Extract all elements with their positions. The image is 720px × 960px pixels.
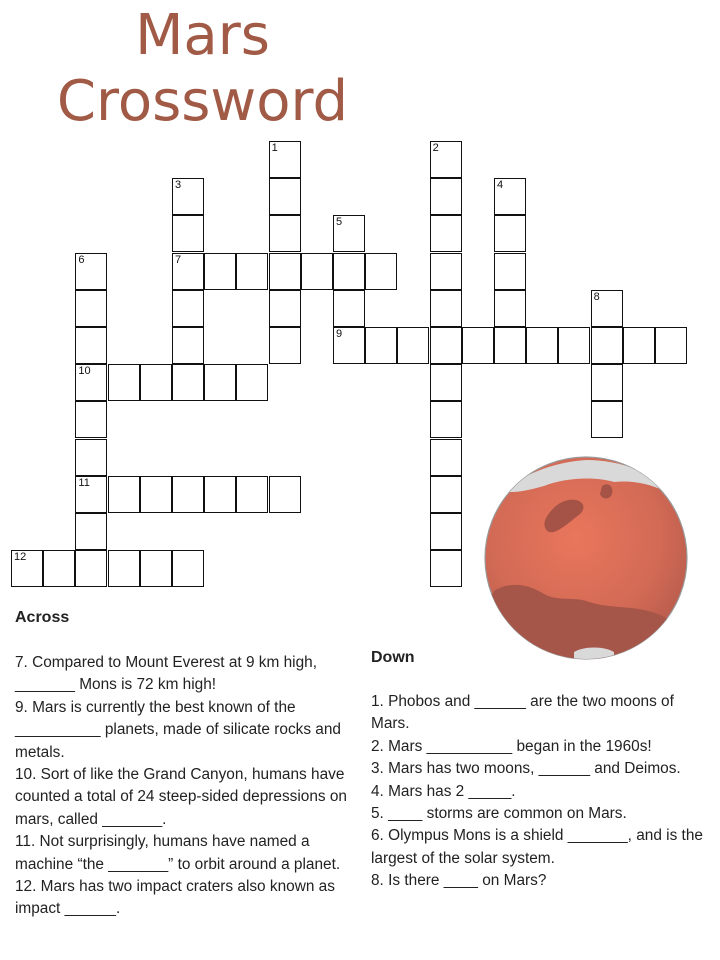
crossword-cell[interactable] [140,364,172,401]
clue-number: 9 [336,328,343,340]
crossword-cell[interactable] [430,178,462,215]
crossword-cell[interactable] [269,290,301,327]
crossword-cell[interactable] [43,550,75,587]
clue-number: 12 [14,551,27,564]
crossword-cell[interactable] [172,550,204,587]
across-clue: 10. Sort of like the Grand Canyon, humans have counted a total of 24 steep-sided depressions on mars, called _______. [15,766,347,828]
crossword-cell[interactable] [75,550,107,587]
crossword-cell[interactable] [591,364,623,401]
crossword-cell[interactable] [333,215,365,252]
clue-number: 5 [336,216,343,229]
down-clue-list [371,691,716,893]
clue-number: 3 [175,179,182,192]
crossword-cell[interactable] [494,253,526,290]
crossword-cell[interactable] [494,327,526,364]
across-clue: 11. Not surprisingly, humans have named a machine “the _______” to orbit around a planet. [15,833,341,873]
crossword-cell[interactable] [558,327,590,364]
across-clue: 7. Compared to Mount Everest at 9 km high, _______ Mons is 72 km high! [15,654,317,694]
mars-planet-illustration [484,456,688,660]
crossword-cell[interactable] [75,439,107,476]
title-line-1: Mars [135,3,270,68]
crossword-cell[interactable] [269,141,301,178]
crossword-cell[interactable] [172,290,204,327]
crossword-cell[interactable] [236,476,268,513]
crossword-cell[interactable] [172,364,204,401]
crossword-cell[interactable] [430,290,462,327]
crossword-cell[interactable] [269,215,301,252]
crossword-cell[interactable] [172,327,204,364]
crossword-cell[interactable] [365,327,397,364]
crossword-cell[interactable] [430,439,462,476]
down-heading: Down [371,649,415,666]
crossword-cell[interactable] [430,327,462,364]
across-heading: Across [15,609,70,626]
crossword-cell[interactable] [204,253,236,290]
clue-number: 1 [271,142,278,154]
crossword-cell[interactable] [75,327,107,364]
clue-number: 6 [78,253,85,266]
crossword-cell[interactable] [655,327,687,364]
down-clue: 1. Phobos and ______ are the two moons of Mars. [371,693,674,733]
crossword-cell[interactable] [526,327,558,364]
crossword-cell[interactable] [108,550,140,587]
crossword-cell[interactable] [172,178,204,215]
crossword-cell[interactable] [108,476,140,513]
crossword-cell[interactable] [494,178,526,215]
crossword-cell[interactable] [591,327,623,364]
crossword-cell[interactable] [108,364,140,401]
crossword-cell[interactable] [269,327,301,364]
clue-number: 7 [175,253,182,266]
crossword-cell[interactable] [204,476,236,513]
crossword-cell[interactable] [140,476,172,513]
crossword-cell[interactable] [75,513,107,550]
crossword-cell[interactable] [236,253,268,290]
crossword-cell[interactable] [430,364,462,401]
crossword-cell[interactable] [591,401,623,438]
crossword-cell[interactable] [11,550,43,587]
clue-number: 8 [593,290,600,303]
crossword-cell[interactable] [301,253,333,290]
crossword-cell[interactable] [494,290,526,327]
crossword-cell[interactable] [430,476,462,513]
crossword-cell[interactable] [75,401,107,438]
crossword-cell[interactable] [75,476,107,513]
crossword-cell[interactable] [430,550,462,587]
across-clue: 9. Mars is currently the best known of the __________ planets, made of silicate rocks and metals. [15,698,341,761]
crossword-cell[interactable] [204,364,236,401]
crossword-cell[interactable] [172,215,204,252]
crossword-cell[interactable] [365,253,397,290]
crossword-cell[interactable] [140,550,172,587]
across-clue-list [15,652,360,921]
crossword-cell[interactable] [75,253,107,290]
crossword-cell[interactable] [430,401,462,438]
crossword-cell[interactable] [269,476,301,513]
clue-number: 4 [497,179,504,192]
crossword-cell[interactable] [591,290,623,327]
crossword-cell[interactable] [462,327,494,364]
crossword-cell[interactable] [494,215,526,252]
crossword-cell[interactable] [430,141,462,178]
crossword-cell[interactable] [269,178,301,215]
down-clue: 4. Mars has 2 _____. [371,782,516,800]
down-clue: 3. Mars has two moons, ______ and Deimos. [371,760,681,778]
clue-number: 2 [432,142,439,154]
down-clue: 6. Olympus Mons is a shield _______, and is the largest of the solar system. [371,827,703,867]
down-clue: 8. Is there ____ on Mars? [371,872,547,890]
across-clue: 12. Mars has two impact craters also known as impact ______. [15,878,335,918]
clue-number: 10 [78,365,91,378]
crossword-cell[interactable] [75,290,107,327]
crossword-cell[interactable] [236,364,268,401]
crossword-cell[interactable] [430,215,462,252]
crossword-cell[interactable] [397,327,429,364]
clue-number: 11 [78,476,90,489]
crossword-cell[interactable] [623,327,655,364]
crossword-cell[interactable] [172,476,204,513]
crossword-cell[interactable] [333,290,365,327]
down-clue: 2. Mars __________ began in the 1960s! [371,737,652,755]
crossword-cell[interactable] [75,364,107,401]
title-line-2: Crossword [56,69,349,134]
crossword-cell[interactable] [333,253,365,290]
down-clue: 5. ____ storms are common on Mars. [371,805,627,823]
crossword-cell[interactable] [430,253,462,290]
crossword-cell[interactable] [430,513,462,550]
crossword-cell[interactable] [269,253,301,290]
crossword-cell[interactable] [172,253,204,290]
crossword-cell[interactable] [333,327,365,364]
